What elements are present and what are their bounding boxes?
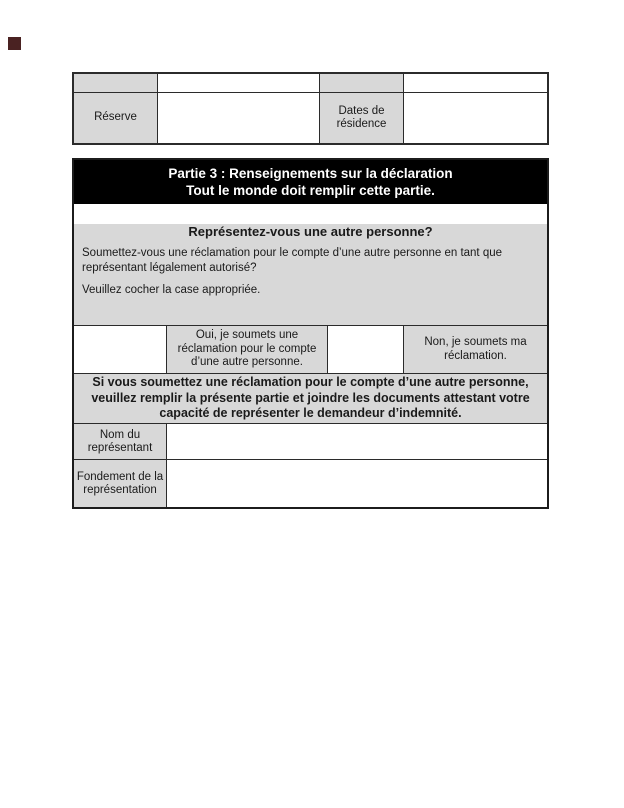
question-text: Soumettez-vous une réclamation pour le compte d’une autre personne en tant que représentant légalement autorisé? (82, 247, 503, 274)
residence-table-blank-label-1 (74, 74, 158, 93)
representation-basis-input[interactable] (167, 460, 547, 507)
dates-de-residence-label: Dates de résidence (320, 93, 404, 143)
reserve-label: Réserve (74, 93, 158, 143)
representative-instruction: Si vous soumettez une réclamation pour le compte d’une autre personne, veuillez remplir la présente partie et joindre les documents attestant votre capacité de représenter le demandeur d’indemnité. (74, 374, 547, 424)
part3-header-line2: Tout le monde doit remplir cette partie. (186, 183, 435, 198)
residence-table-blank-input-1[interactable] (158, 74, 320, 93)
question-instruction: Veuillez cocher la case appropriée. (82, 284, 261, 296)
reserve-input[interactable] (158, 93, 320, 143)
residence-table-blank-input-2[interactable] (404, 74, 547, 93)
no-checkbox[interactable] (328, 326, 404, 374)
representative-name-label: Nom du représentant (74, 424, 167, 460)
representation-basis-label: Fondement de la représentation (74, 460, 167, 507)
representative-name-row (74, 424, 547, 460)
residence-table-blank-label-2 (320, 74, 404, 93)
part3-header-line1: Partie 3 : Renseignements sur la déclaration (168, 166, 453, 181)
representative-name-input[interactable] (167, 424, 547, 460)
no-label: Non, je soumets ma réclamation. (404, 326, 547, 374)
question-title: Représentez-vous une autre personne? (188, 224, 433, 239)
choices-row (74, 326, 547, 374)
yes-checkbox[interactable] (74, 326, 167, 374)
click-marker (8, 37, 21, 50)
dates-de-residence-input[interactable] (404, 93, 547, 143)
part3-header (74, 160, 547, 204)
yes-label: Oui, je soumets une réclamation pour le compte d’une autre personne. (167, 326, 328, 374)
part3-section (72, 158, 549, 509)
residence-table (72, 72, 549, 145)
question-box (74, 224, 547, 326)
representation-basis-row (74, 460, 547, 507)
